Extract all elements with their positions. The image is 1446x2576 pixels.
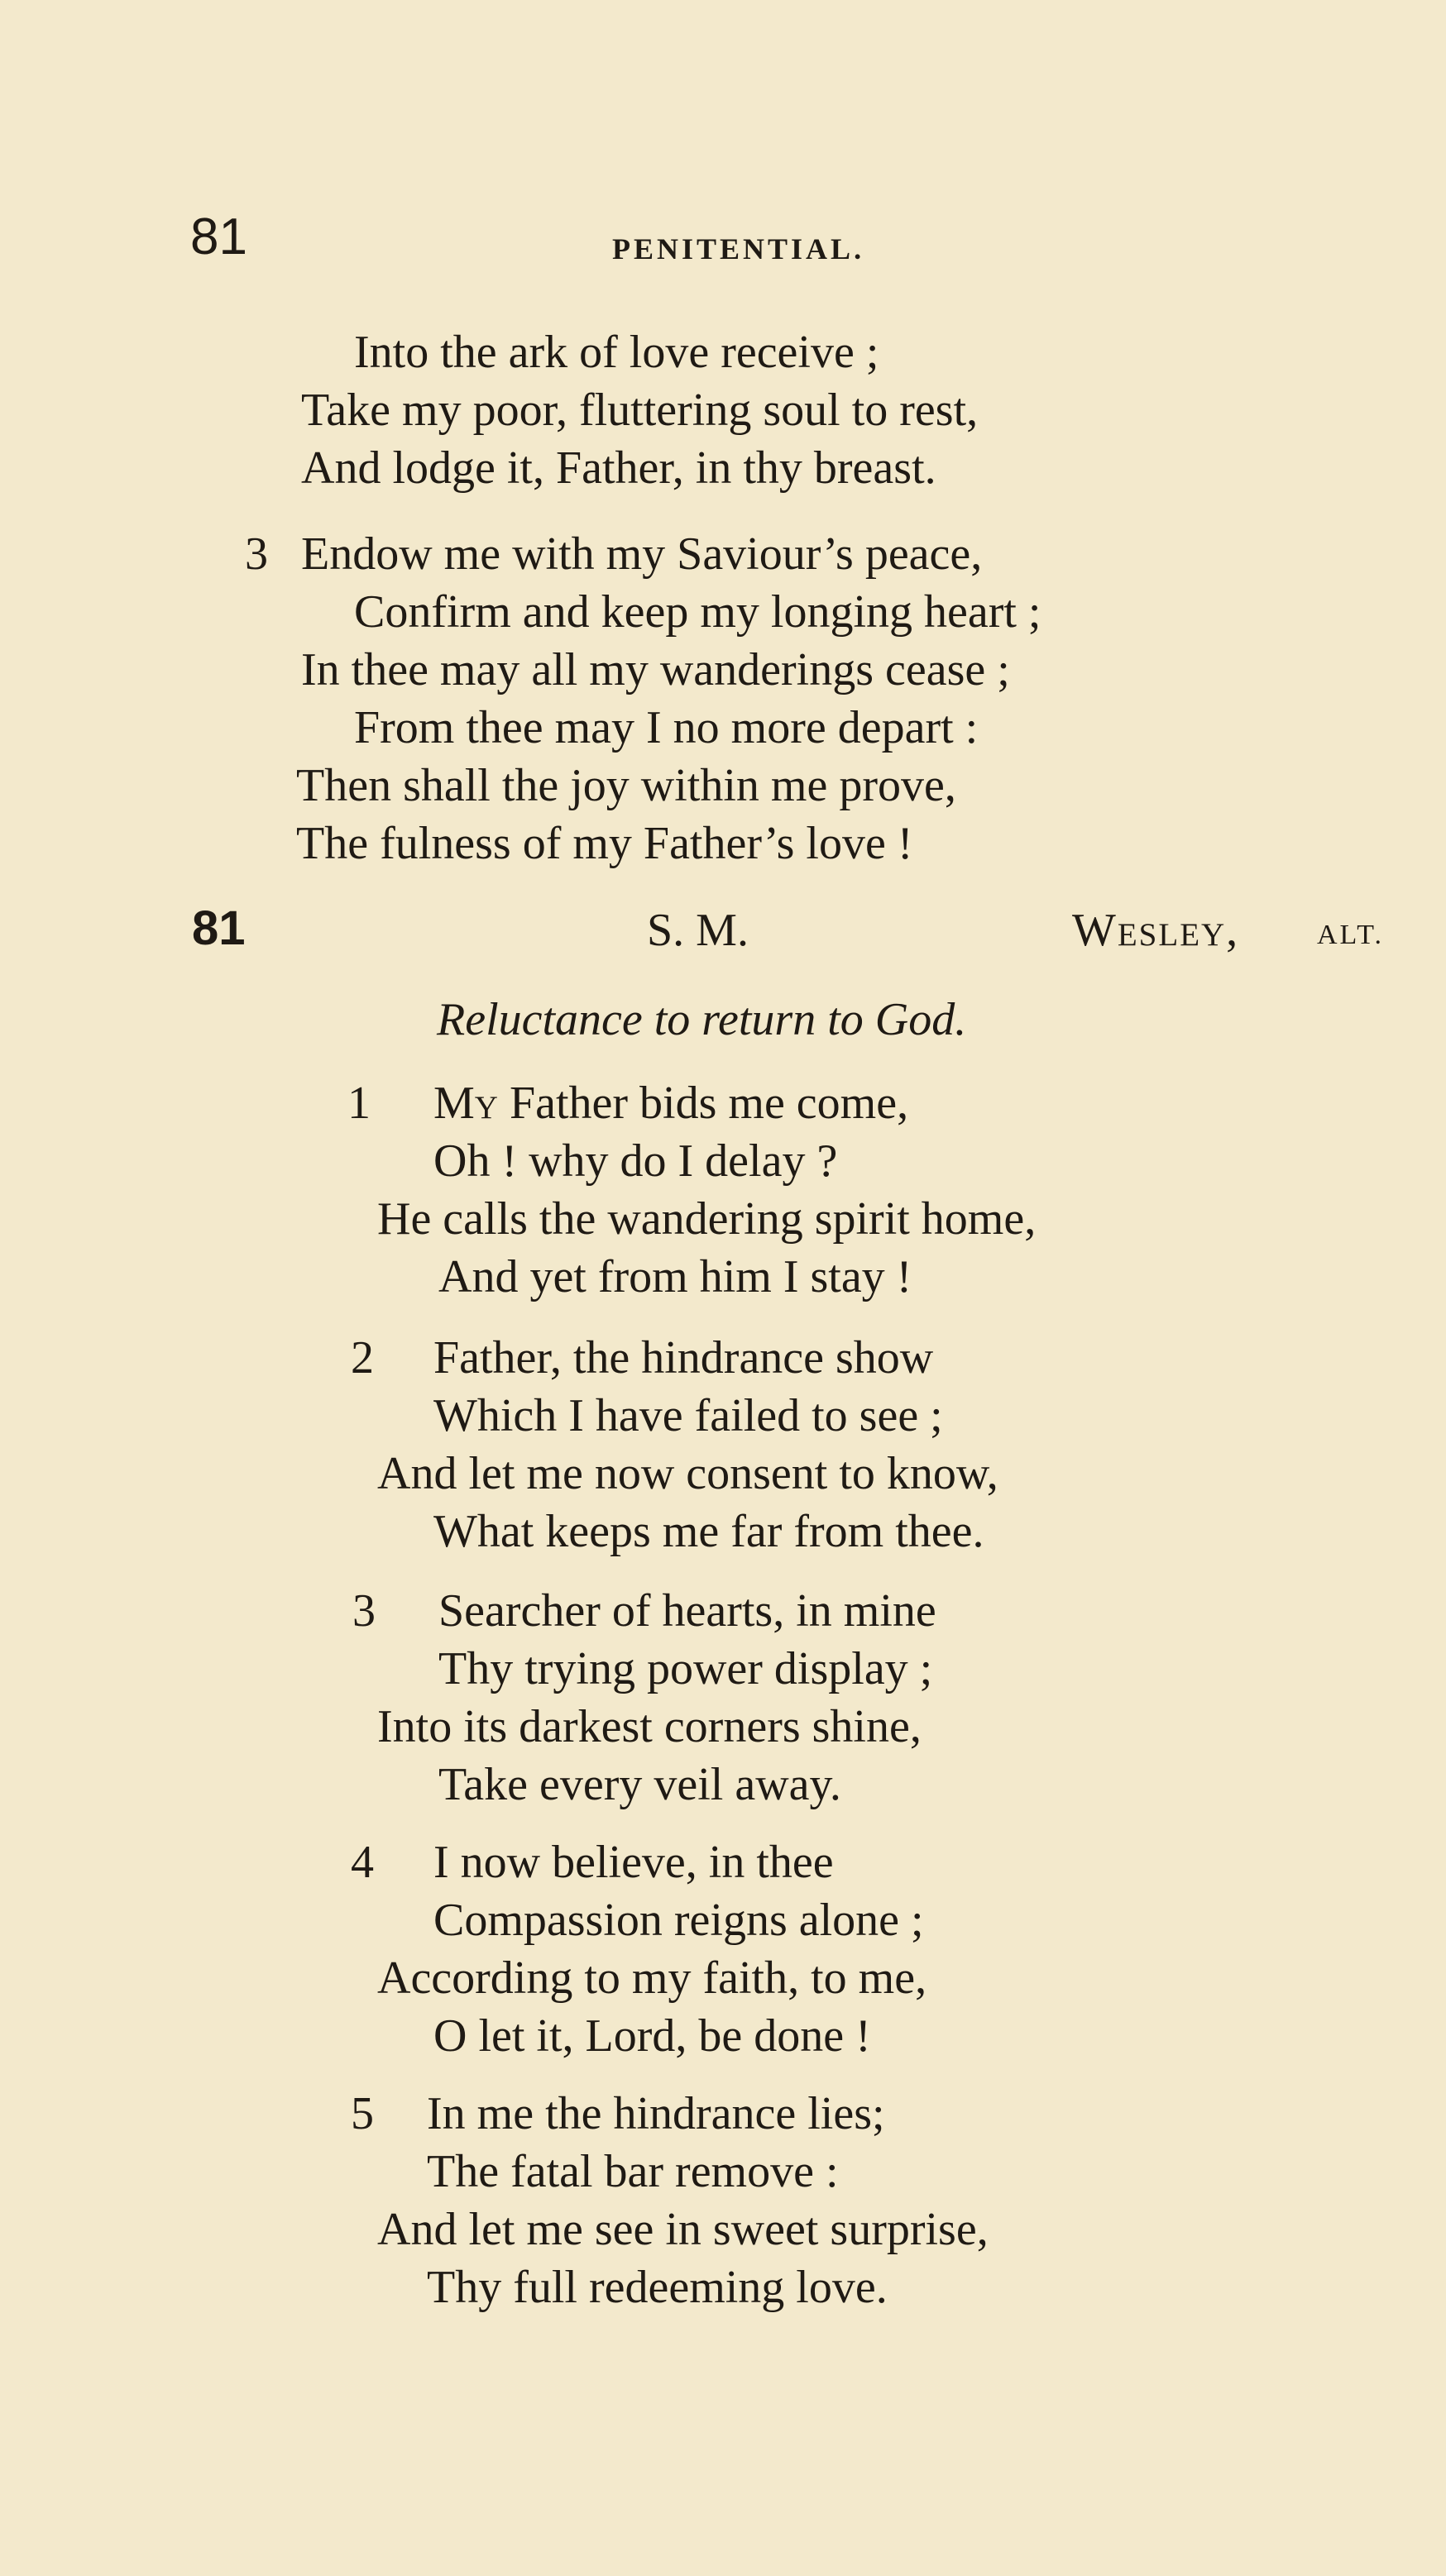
hymn-meter: S. M. (647, 905, 749, 956)
verse-1-line-2: Oh ! why do I delay ? (433, 1135, 838, 1187)
prev-verse-line-5: Then shall the joy within me prove, (296, 760, 956, 811)
verse-1-line-1 (433, 1078, 909, 1129)
hymn-author-note: ALT. (1317, 920, 1384, 950)
verse-4-line-3: According to my faith, to me, (377, 1952, 927, 2004)
prev-verse-line-4: From thee may I no more depart : (354, 702, 979, 753)
prev-verse-line-3: In thee may all my wanderings cease ; (301, 644, 1010, 695)
hymn-number: 81 (192, 901, 246, 955)
verse-1-line-3: He calls the wandering spirit home, (377, 1193, 1037, 1245)
verse-1-number: 1 (347, 1078, 371, 1129)
verse-1-line-1-rest: Father bids me come, (497, 1078, 909, 1129)
prev-verse-line-1: Endow me with my Saviour’s peace, (301, 528, 983, 580)
verse-5-number: 5 (351, 2088, 374, 2139)
verse-5-line-3: And let me see in sweet surprise, (377, 2204, 989, 2255)
prev-verse-line-2: Confirm and keep my longing heart ; (354, 586, 1041, 638)
verse-5-line-2: The fatal bar remove : (427, 2146, 839, 2197)
verse-1-line-4: And yet from him I stay ! (438, 1251, 912, 1302)
running-title: PENITENTIAL. (612, 232, 865, 265)
verse-3-number: 3 (352, 1585, 376, 1637)
verse-4-line-4: O let it, Lord, be done ! (433, 2010, 871, 2062)
verse-3-line-4: Take every veil away. (438, 1759, 841, 1810)
verse-2-number: 2 (351, 1332, 374, 1384)
verse-4-line-1: I now believe, in thee (433, 1837, 834, 1888)
verse-2-line-4: What keeps me far from thee. (433, 1506, 984, 1557)
page-number: 81 (190, 208, 247, 265)
verse-1-first-word: My (433, 1078, 498, 1129)
continuation-line-3: And lodge it, Father, in thy breast. (301, 442, 936, 494)
hymn-title: Reluctance to return to God. (437, 994, 967, 1045)
continuation-line-1: Into the ark of love receive ; (354, 327, 879, 378)
verse-4-number: 4 (351, 1837, 374, 1888)
verse-3-line-2: Thy trying power display ; (438, 1643, 933, 1694)
verse-5-line-1: In me the hindrance lies; (427, 2088, 885, 2139)
verse-3-line-3: Into its darkest corners shine, (377, 1701, 922, 1752)
verse-2-line-1: Father, the hindrance show (433, 1332, 934, 1384)
prev-verse-line-6: The fulness of my Father’s love ! (296, 818, 913, 869)
verse-5-line-4: Thy full redeeming love. (427, 2262, 888, 2313)
continuation-line-2: Take my poor, fluttering soul to rest, (301, 385, 979, 436)
verse-4-line-2: Compassion reigns alone ; (433, 1895, 924, 1946)
verse-2-line-2: Which I have failed to see ; (433, 1390, 943, 1441)
hymn-author: Wesley, (1072, 905, 1240, 956)
verse-3-line-1: Searcher of hearts, in mine (438, 1585, 936, 1637)
prev-verse-number: 3 (245, 528, 268, 580)
verse-2-line-3: And let me now consent to know, (377, 1448, 998, 1499)
